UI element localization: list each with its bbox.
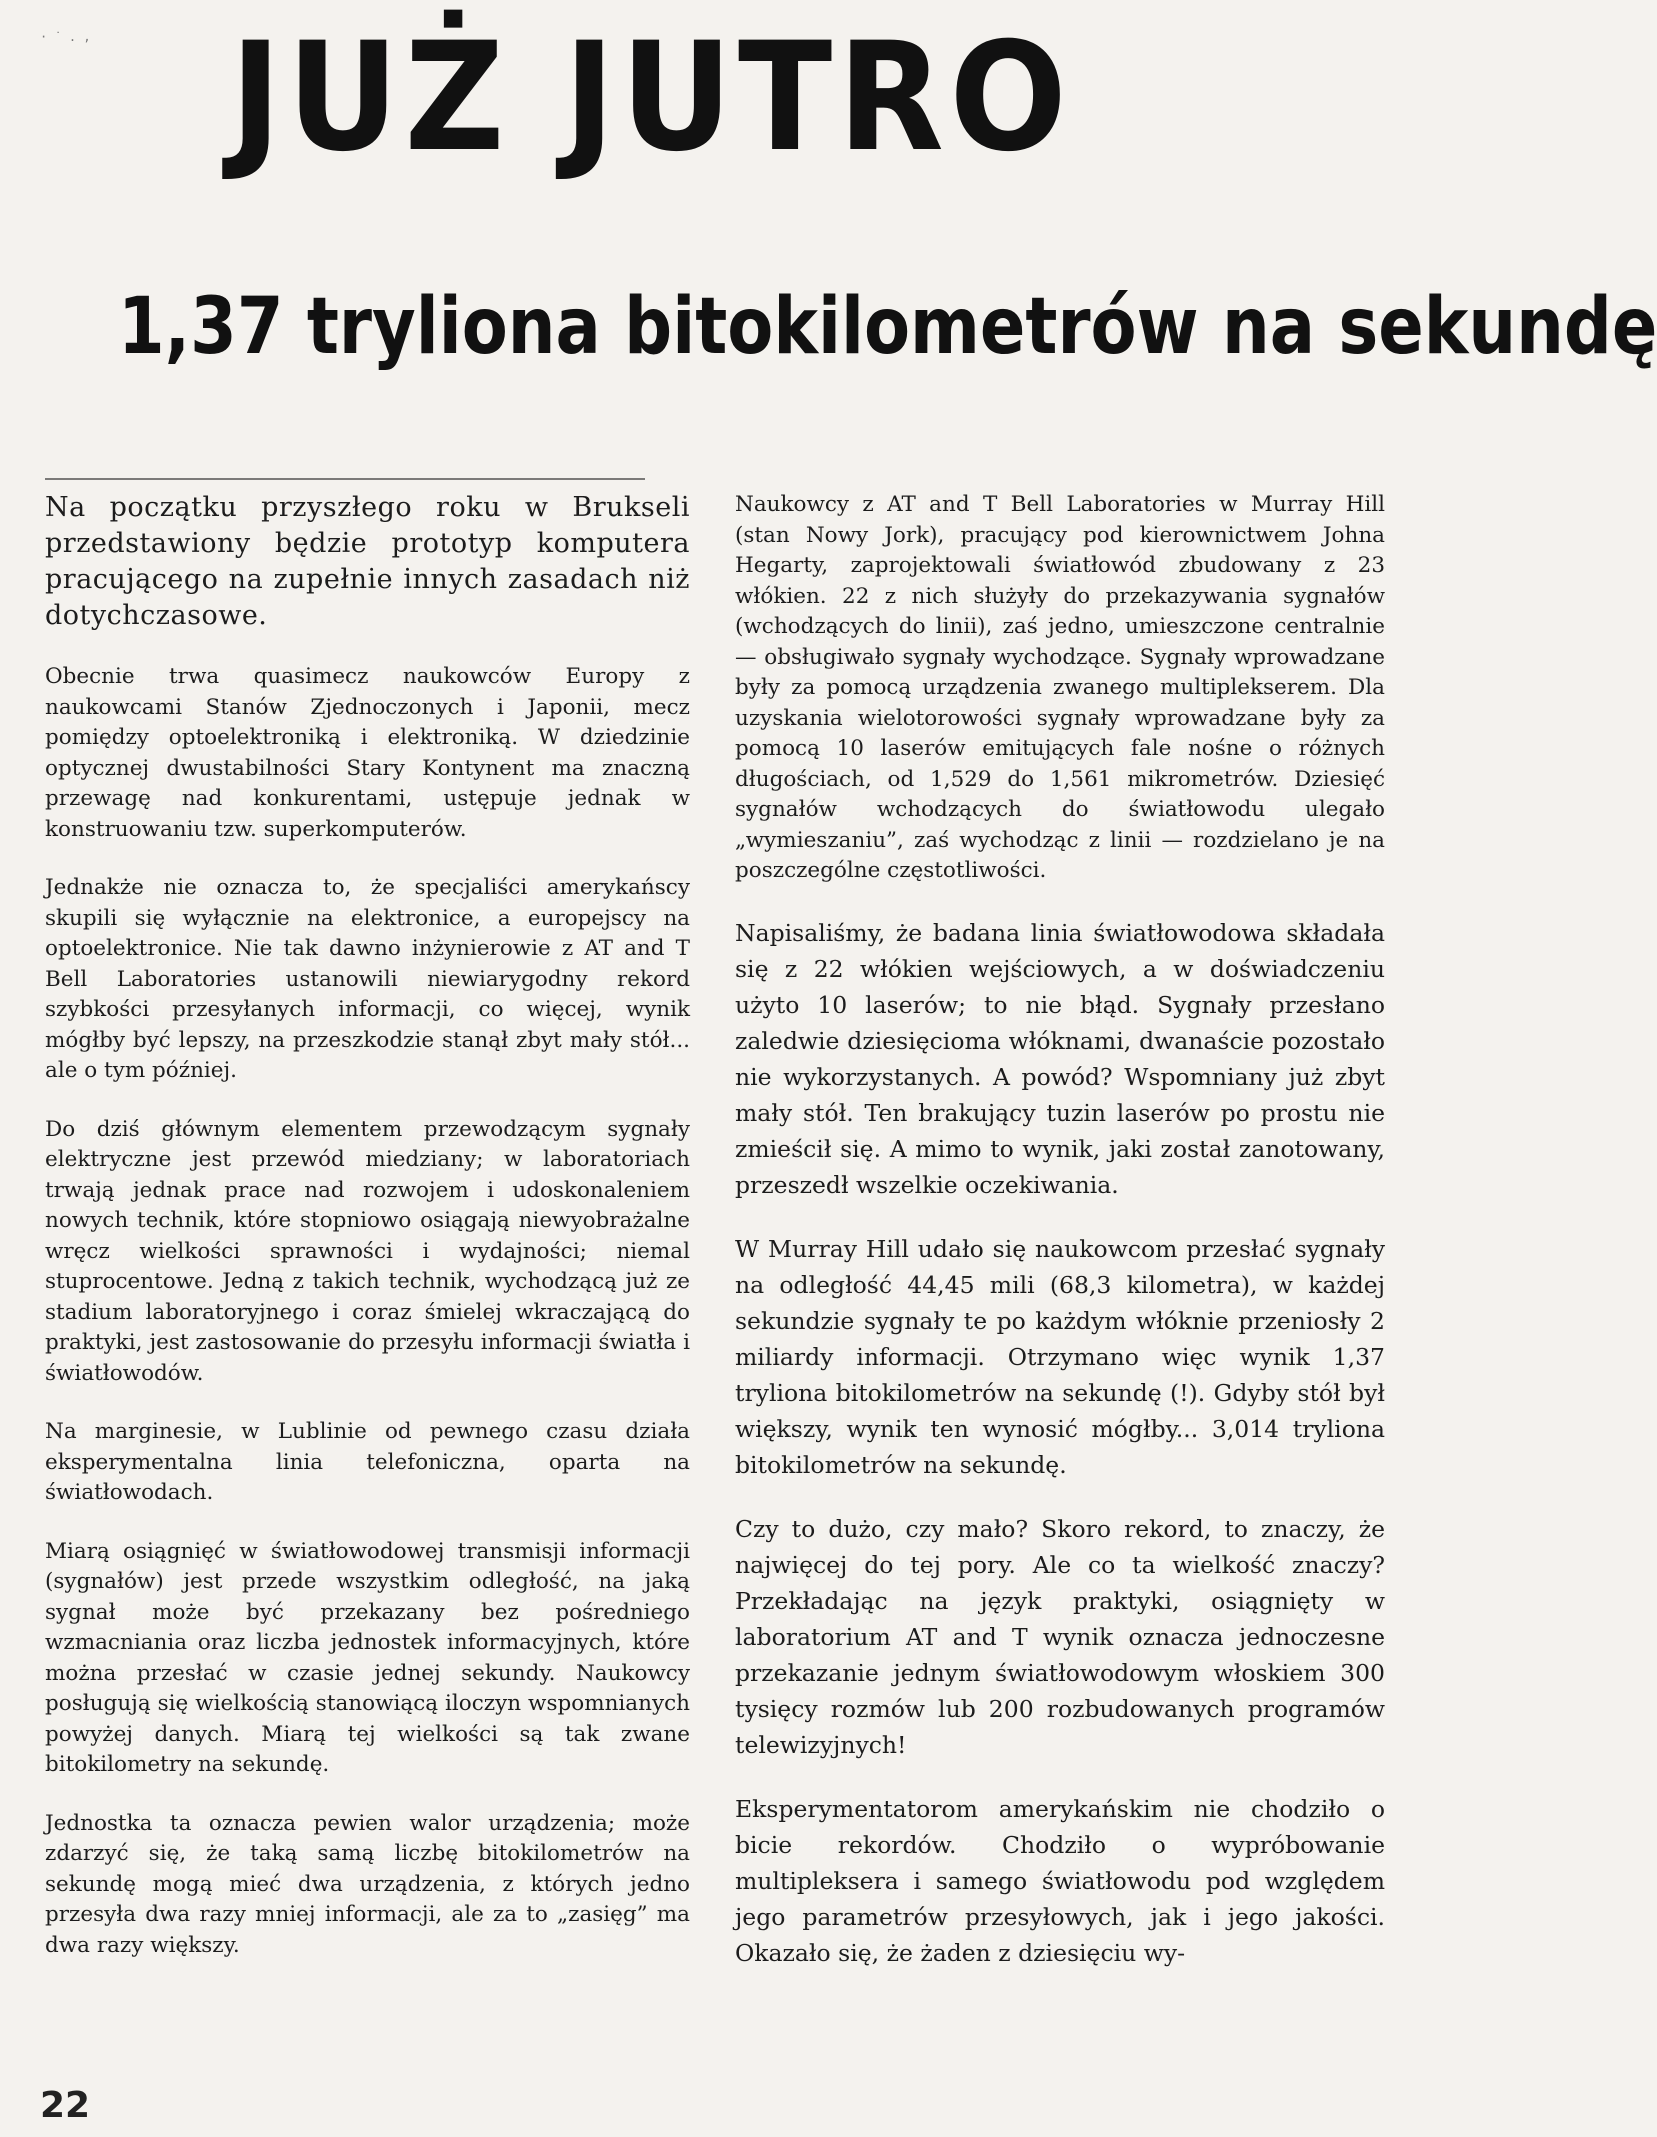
paragraph: Jednakże nie oznacza to, że specjaliści amerykańscy skupili się wyłącznie na elektronice, a europejscy na optoelektronice. Nie tak dawno inżynierowie z AT and T Bell Laboratories ustanowili niewiarygodny rekord szybkości przesyłanych informacji, co więcej, wynik mógłby być lepszy, na przeszkodzie stanął zbyt mały stół... ale o tym później. [45, 875, 690, 1083]
page-number: 22 [40, 2085, 91, 2126]
lead-paragraph: Na początku przyszłego roku w Brukseli przedstawiony będzie prototyp komputera pracującego na zupełnie innych zasadach niż dotychczasowe. [45, 492, 690, 631]
paragraph: Na marginesie, w Lublinie od pewnego czasu działa eksperymentalna linia telefoniczna, oparta na światłowodach. [45, 1419, 690, 1505]
paragraph: Do dziś głównym elementem przewodzącym sygnały elektryczne jest przewód miedziany; w laboratoriach trwają jednak prace nad rozwojem i udoskonaleniem nowych technik, które stopniowo osiągają niewyobrażalne wręcz wielkości sprawności i wydajności; niemal stuprocentowe. Jedną z takich technik, wychodzącą już ze stadium laboratoryjnego i coraz śmielej wkraczającą do praktyki, jest zastosowanie do przesyłu informacji światła i światłowodów. [45, 1116, 690, 1386]
paragraph: Naukowcy z AT and T Bell Laboratories w Murray Hill (stan Nowy Jork), pracujący pod kierownictwem Johna Hegarty, zaprojektowali światłowód zbudowany z 23 włókien. 22 z nich służyły do przekazywania sygnałów (wchodzących do linii), zaś jedno, umieszczone centralnie — obsługiwało sygnały wychodzące. Sygnały wprowadzane były za pomocą urządzenia zwanego multiplekserem. Dla uzyskania wielotorowości sygnały wprowadzane były za pomocą 10 laserów emitujących fale nośne o różnych długościach, od 1,529 do 1,561 mikrometrów. Dziesięć sygnałów wchodzących do światłowodu ulegało „wymieszaniu”, zaś wychodząc z linii — rozdzielano je na poszczególne częstotliwości. [735, 492, 1385, 883]
paragraph: Eksperymentatorom amerykańskim nie chodziło o bicie rekordów. Chodziło o wypróbowanie multipleksera i samego światłowodu pod względem jego parametrów przesyłowych, jak i jego jakości. Okazało się, że żaden z dziesięciu wy- [735, 1794, 1385, 1967]
paragraph: Miarą osiągnięć w światłowodowej transmisji informacji (sygnałów) jest przede wszystkim odległość, na jaką sygnał może być przekazany bez pośredniego wzmacniania oraz liczba jednostek informacyjnych, które można przesłać w czasie jednej sekundy. Naukowcy posługują się wielkością stanowiącą iloczyn wspomnianych powyżej danych. Miarą tej wielkości są tak zwane bitokilometry na sekundę. [45, 1538, 690, 1777]
print-noise: · ˙ . , [40, 30, 91, 44]
right-column [735, 490, 1385, 1999]
divider [45, 478, 645, 480]
paragraph: Czy to dużo, czy mało? Skoro rekord, to znaczy, że najwięcej do tej pory. Ale co ta wielkość znaczy? Przekładając na język praktyki, osiągnięty w laboratorium AT and T wynik oznacza jednoczesne przekazanie jednym światłowodowym włoskiem 300 tysięcy rozmów lub 200 rozbudowanych programów telewizyjnych! [735, 1514, 1385, 1759]
subheadline: 1,37 tryliona bitokilometrów na sekundę [118, 282, 1657, 372]
paragraph: Napisaliśmy, że badana linia światłowodowa składała się z 22 włókien wejściowych, a w doświadczeniu użyto 10 laserów; to nie błąd. Sygnały przesłano zaledwie dziesięcioma włóknami, dwanaście pozostało nie wykorzystanych. A powód? Wspomniany już zbyt mały stół. Ten brakujący tuzin laserów po prostu nie zmieścił się. A mimo to wynik, jaki został zanotowany, przeszedł wszelkie oczekiwania. [735, 918, 1385, 1199]
left-column [45, 490, 690, 1989]
paragraph: W Murray Hill udało się naukowcom przesłać sygnały na odległość 44,45 mili (68,3 kilometra), w każdej sekundzie sygnały te po każdym włóknie przeniosły 2 miliardy informacji. Otrzymano więc wynik 1,37 tryliona bitokilometrów na sekundę (!). Gdyby stół był większy, wynik ten wynosić mógłby... 3,014 tryliona bitokilometrów na sekundę. [735, 1234, 1385, 1479]
paragraph: Obecnie trwa quasimecz naukowców Europy z naukowcami Stanów Zjednoczonych i Japonii, mecz pomiędzy optoelektroniką i elektroniką. W dziedzinie optycznej dwustabilności Stary Kontynent ma znaczną przewagę nad konkurentami, ustępuje jednak w konstruowaniu tzw. superkomputerów. [45, 664, 690, 842]
headline: JUŻ JUTRO [230, 11, 1073, 185]
paragraph: Jednostka ta oznacza pewien walor urządzenia; może zdarzyć się, że taką samą liczbę bitokilometrów na sekundę mogą mieć dwa urządzenia, z których jedno przesyła dwa razy mniej informacji, ale za to „zasięg” ma dwa razy większy. [45, 1810, 690, 1958]
